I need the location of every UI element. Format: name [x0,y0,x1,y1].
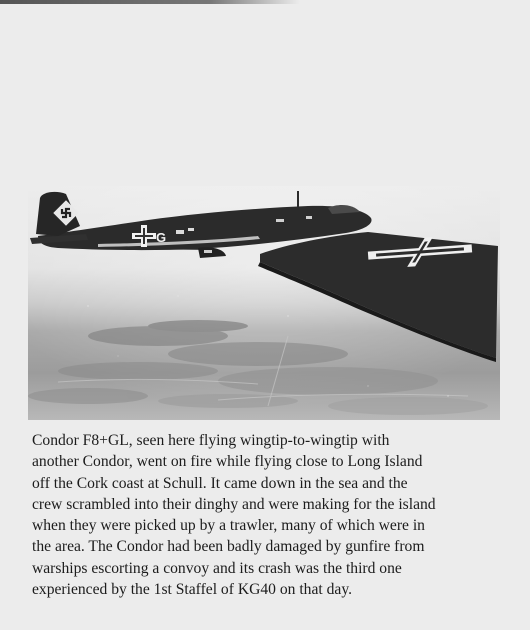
fuselage-mark [306,216,312,219]
caption-line: Condor F8+GL, seen here flying wingtip-to-wingtip with [32,432,390,449]
fuselage-mark [176,230,184,234]
caption-line: off the Cork coast at Schull. It came down in the sea and the [32,474,408,492]
aircraft-photo [28,186,500,420]
caption-line: the area. The Condor had been badly damaged by gunfire from [32,538,425,556]
photo-caption [32,430,502,600]
engine-detail [204,250,212,253]
fuselage-mark [188,228,194,231]
caption-line: experienced by the 1st Staffel of KG40 on that day. [32,581,353,599]
fuselage-mark [276,219,284,222]
fuselage-letter: G [156,230,167,245]
caption-line: another Condor, went on fire while flying close to Long Island [32,453,423,471]
caption-line: when they were picked up by a trawler, many of which were in [32,517,425,535]
page-top-edge [0,0,300,4]
caption-line: warships escorting a convoy and its crash was the third one [32,559,402,577]
caption-line: crew scrambled into their dinghy and were making for the island [32,495,436,513]
